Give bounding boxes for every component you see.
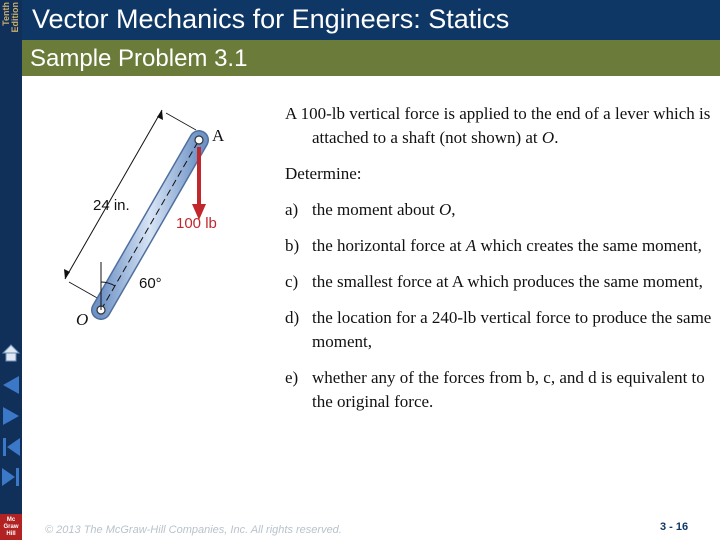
point-a-pin [195, 136, 203, 144]
copyright-notice: © 2013 The McGraw-Hill Companies, Inc. All rights reserved. [45, 524, 342, 536]
extension-line-o [69, 282, 99, 299]
question-item-c [285, 270, 717, 294]
dimension-arrow-lower [64, 269, 70, 279]
item-text: the location for a 240-lb vertical force to produce the same moment, [312, 308, 712, 351]
logo-line-1: Mc [6, 517, 16, 523]
problem-statement [285, 102, 717, 414]
question-item-d [285, 306, 717, 354]
item-label: b) [285, 236, 300, 255]
subtitle-bar [22, 40, 720, 76]
extension-line-a [166, 113, 196, 130]
edition-badge [0, 0, 22, 40]
home-button[interactable] [0, 340, 22, 367]
first-slide-icon [0, 434, 22, 461]
last-slide-button[interactable] [0, 464, 22, 491]
previous-slide-button[interactable] [0, 372, 22, 399]
angle-label: 60° [139, 275, 162, 292]
next-slide-button[interactable] [0, 403, 22, 430]
item-text: the smallest force at A which produces the same moment, [312, 272, 703, 291]
question-item-a [285, 198, 717, 222]
item-text: the moment about [312, 200, 440, 219]
item-label: e) [285, 368, 299, 387]
length-label: 24 in. [93, 197, 130, 214]
next-slide-icon [0, 403, 22, 430]
intro-variable: O [541, 128, 555, 147]
last-slide-icon [0, 464, 22, 491]
label-a: A [212, 126, 225, 145]
label-o: O [76, 310, 89, 329]
publisher-logo [0, 514, 22, 540]
item-label: c) [285, 272, 299, 291]
previous-slide-icon [0, 372, 22, 399]
item-text-end: which creates the same moment, [476, 236, 702, 255]
dimension-line [65, 110, 162, 279]
item-variable: O [439, 200, 452, 219]
lever-figure [55, 100, 255, 330]
title-bar [22, 0, 720, 40]
force-label: 100 lb [176, 215, 217, 232]
first-slide-button[interactable] [0, 434, 22, 461]
item-text: the horizontal force at [312, 236, 466, 255]
edition-number: Tenth [1, 2, 11, 26]
page-title: Vector Mechanics for Engineers: Statics [32, 4, 510, 34]
logo-line-2: Graw [3, 524, 19, 530]
left-sidebar [0, 0, 22, 540]
logo-line-3: Hill [6, 531, 16, 537]
question-item-e [285, 366, 717, 414]
problem-intro [285, 102, 717, 150]
question-item-b [285, 234, 717, 258]
page-subtitle: Sample Problem 3.1 [30, 45, 248, 72]
determine-heading: Determine: [285, 164, 362, 183]
edition-word: Edition [10, 2, 20, 33]
item-label: a) [285, 200, 299, 219]
page-number: 3 - 16 [660, 521, 689, 533]
item-label: d) [285, 308, 300, 327]
intro-text: A 100-lb vertical force is applied to the end of a lever which is attached to a shaft (not shown) at [285, 104, 711, 147]
dimension-arrow-upper [157, 110, 163, 120]
home-icon [0, 340, 22, 367]
intro-end: . [554, 128, 559, 147]
item-variable: A [465, 236, 477, 255]
item-text: whether any of the forces from b, c, and d is equivalent to the original force. [312, 368, 705, 411]
item-text-end: , [451, 200, 456, 219]
